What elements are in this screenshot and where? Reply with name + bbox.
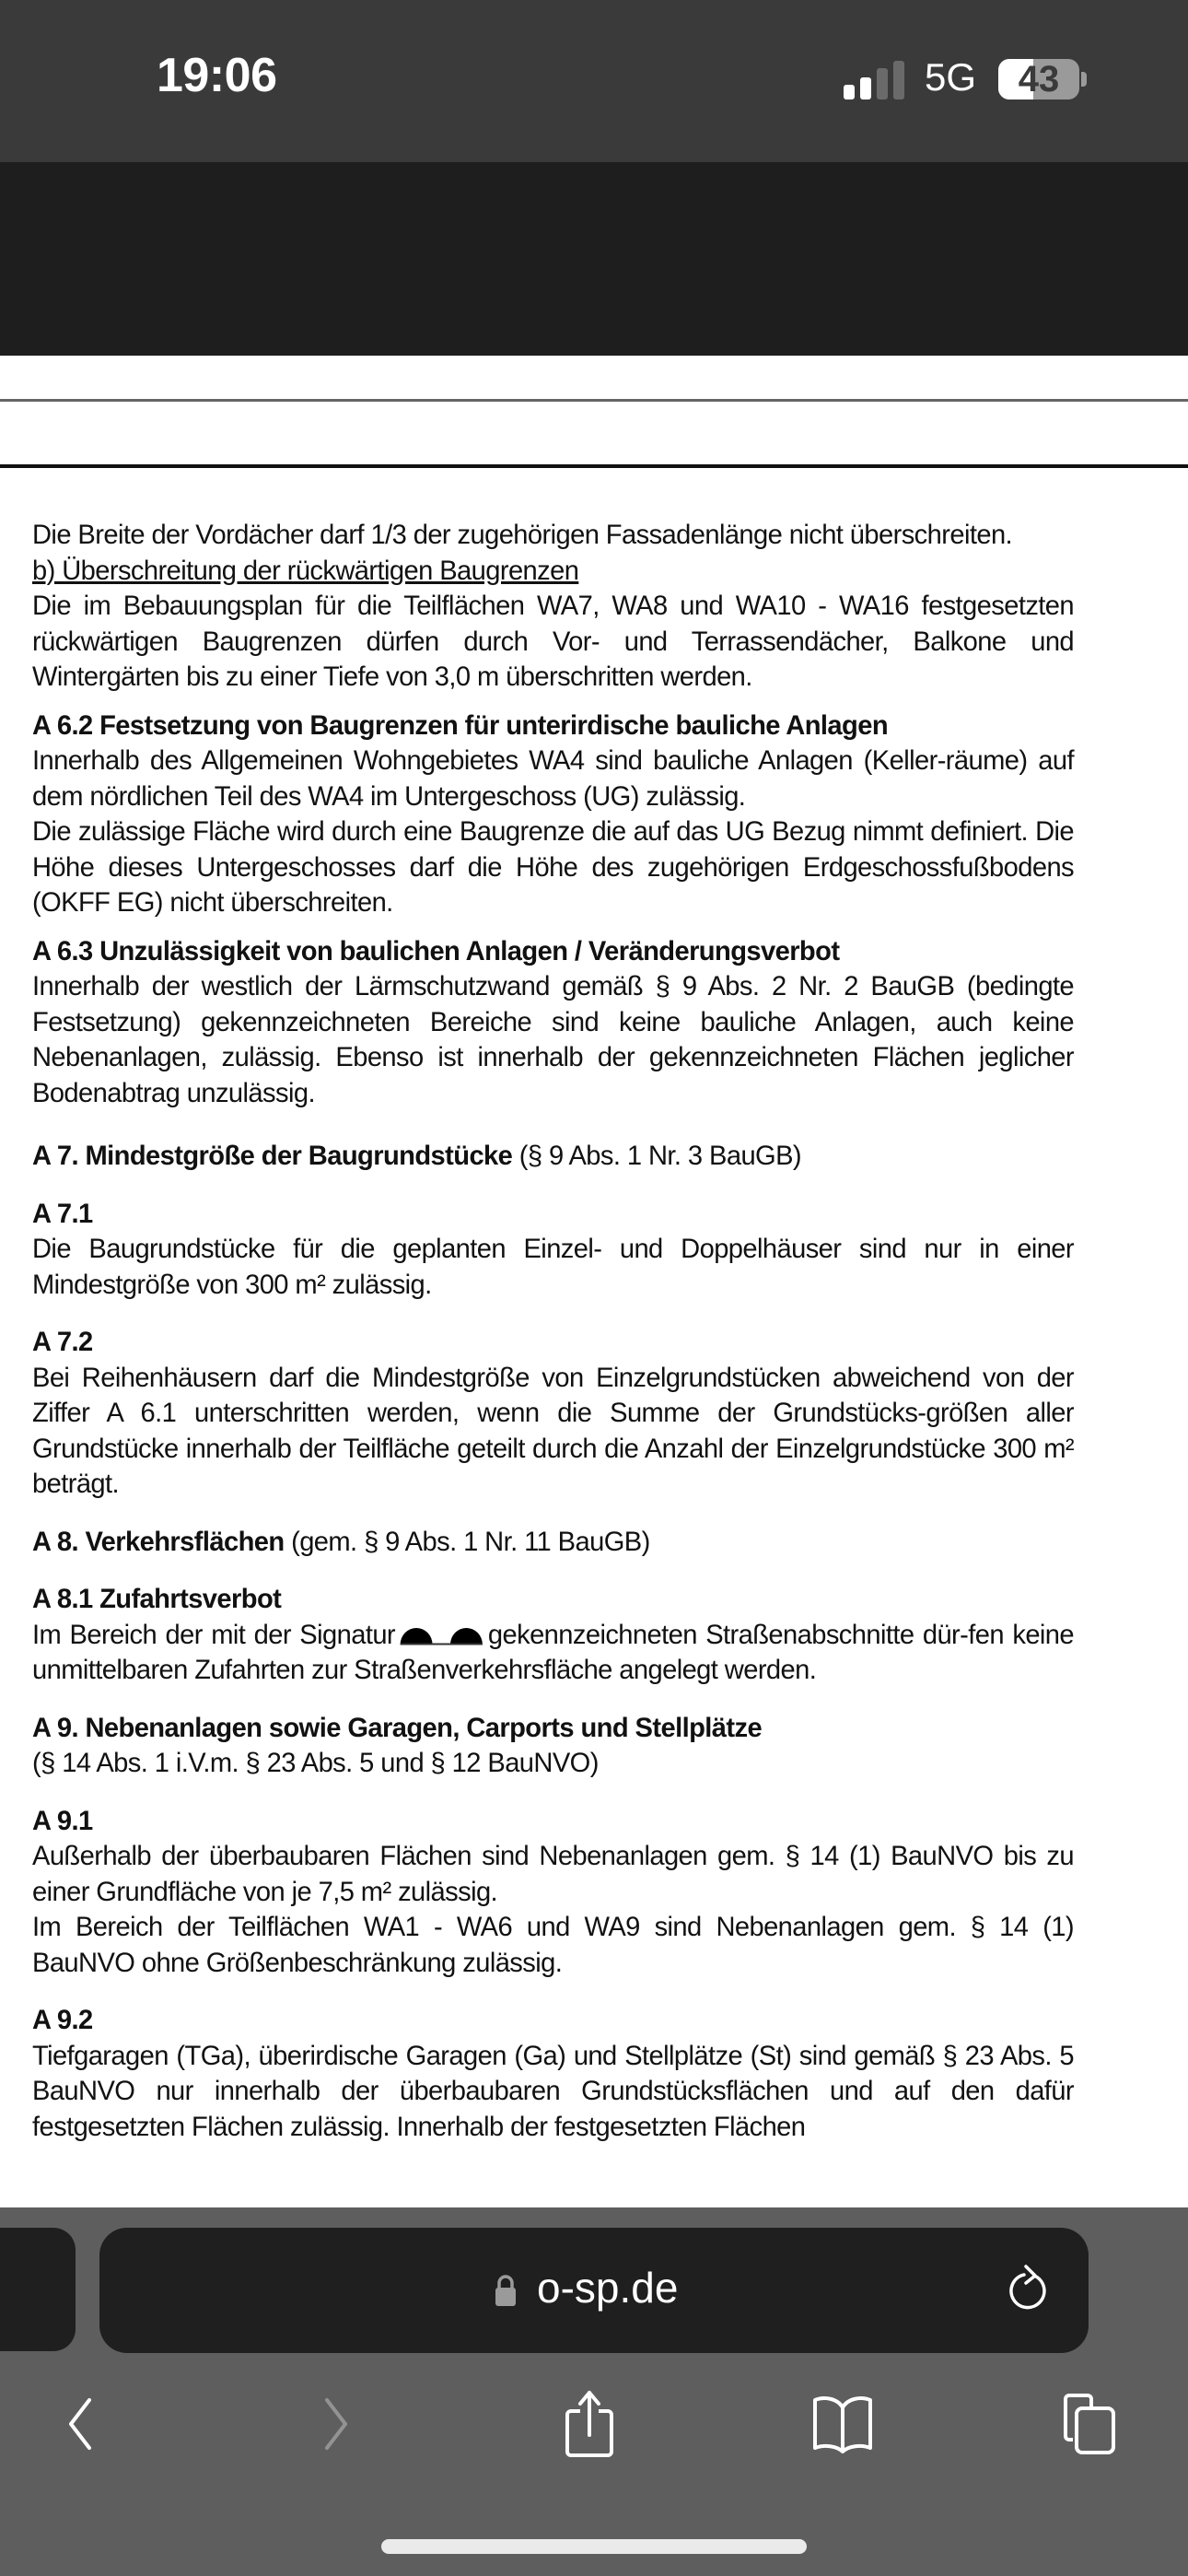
a8-heading: A 8. Verkehrsflächen [32,1526,285,1557]
home-indicator[interactable] [381,2539,807,2554]
a71-heading: A 7.1 [32,1198,93,1229]
cellular-signal-icon [844,61,904,100]
a92-body: Tiefgaragen (TGa), überirdische Garagen (Ga) und Stellplätze (St) sind gemäß § 23 Abs. 5 BauNVO nur innerhalb der überbaubaren Grundstücksflächen und auf den dafür festgesetzten Flächen zulässig. Innerhalb der festgesetzten Flächen [32,2040,1075,2142]
a8-ref: (gem. § 9 Abs. 1 Nr. 11 BauGB) [284,1526,650,1557]
a9-ref: (§ 14 Abs. 1 i.V.m. § 23 Abs. 5 und § 12 BauNVO) [32,1748,599,1778]
browser-toolbar [0,2207,1188,2576]
book-icon [809,2395,876,2453]
a8-heading-line [32,1525,1074,1561]
status-bar [0,0,1188,162]
share-icon [562,2389,617,2459]
a62-body-2: Die zulässige Fläche wird durch eine Baugrenze die auf das UG Bezug nimmt definiert. Die Höhe dieses Untergeschosses darf die Höhe des zugehörigen Erdgeschossfußbodens (OKFF EG) nicht überschreiten. [32,816,1075,918]
address-bar[interactable] [99,2228,1089,2353]
battery-icon [998,59,1079,100]
page-divider-line-thick [0,464,1188,468]
a91-heading: A 9.1 [32,1805,93,1836]
back-button[interactable] [48,2373,112,2475]
a63-body: Innerhalb der westlich der Lärmschutzwand gemäß § 9 Abs. 2 Nr. 2 BauGB (bedingte Festsetzung) gekennzeichneten Bereiche sind keine bauliche Anlagen, auch keine Nebenanlagen, zulässig. Ebenso ist innerhalb der gekennzeichneten Flächen jeglicher Bodenabtrag unzulässig. [32,971,1075,1108]
a91-body-1: Außerhalb der überbaubaren Flächen sind Nebenanlagen gem. § 14 (1) BauNVO bis zu einer Grundfläche von je 7,5 m² zulässig. [32,1841,1075,1907]
tabs-button[interactable] [1059,2373,1133,2475]
navigation-toolbar [0,2373,1188,2475]
forward-button[interactable] [304,2373,368,2475]
clock: 19:06 [157,49,277,102]
paragraph-intro: Die Breite der Vordächer darf 1/3 der zugehörigen Fassadenlänge nicht überschreiten. [32,520,1013,550]
a81-body [32,1618,1074,1689]
battery-percent: 43 [1018,59,1060,100]
page-divider-line [0,399,1188,402]
a7-heading: A 7. Mindestgröße der Baugrundstücke [32,1141,513,1171]
a92-heading: A 9.2 [32,2005,93,2035]
a63-heading: A 6.3 Unzulässigkeit von baulichen Anlagen / Veränderungsverbot [32,935,840,966]
a72-heading: A 7.2 [32,1327,93,1357]
a81-heading: A 8.1 Zufahrtsverbot [32,1584,282,1614]
pdf-viewer-header [0,162,1188,356]
a7-ref: (§ 9 Abs. 1 Nr. 3 BauGB) [512,1141,802,1171]
reload-icon[interactable] [1004,2265,1055,2316]
a81-body-before: Im Bereich der mit der Signatur [32,1619,396,1650]
section-b-heading: b) Überschreitung der rückwärtigen Baugrenzen [32,555,579,586]
a72-body: Bei Reihenhäusern darf die Mindestgröße von Einzelgrundstücken abweichend von der Ziffer A 6.1 unterschritten werden, wenn die Summe der Grundstücks-größen aller Grundstücke innerhalb der Teilfläche geteilt durch die Anzahl der Einzelgrundstücke 300 m² beträgt. [32,1362,1075,1499]
document-page[interactable] [0,356,1188,2207]
back-chevron-icon [62,2396,99,2452]
url-text[interactable]: o-sp.de [537,2264,679,2312]
battery-nub [1081,72,1087,87]
tabs-icon [1064,2392,1128,2456]
lock-icon [494,2274,518,2307]
bookmarks-button[interactable] [801,2373,884,2475]
a62-heading: A 6.2 Festsetzung von Baugrenzen für unterirdische bauliche Anlagen [32,709,889,741]
a7-heading-line [32,1139,1074,1175]
access-prohibition-symbol-icon [399,1620,484,1640]
a71-body: Die Baugrundstücke für die geplanten Einzel- und Doppelhäuser sind nur in einer Mindestgröße von 300 m² zulässig. [32,1234,1075,1300]
document-text [32,518,1074,2145]
a91-body-2: Im Bereich der Teilflächen WA1 - WA6 und WA9 sind Nebenanlagen gem. § 14 (1) BauNVO ohne Größenbeschränkung zulässig. [32,1912,1075,1978]
previous-tab-preview[interactable] [0,2228,76,2351]
a62-body-1: Innerhalb des Allgemeinen Wohngebietes WA4 sind bauliche Anlagen (Keller-räume) auf dem nördlichen Teil des WA4 im Untergeschoss (UG) zulässig. [32,745,1075,812]
forward-chevron-icon [318,2396,355,2452]
a9-heading: A 9. Nebenanlagen sowie Garagen, Carports und Stellplätze [32,1712,763,1743]
network-type: 5G [925,55,977,99]
share-button[interactable] [553,2373,626,2475]
a81-body-after: gekennzeichneten Straßenabschnitte dür-fen keine unmittelbaren Zufahrten zur Straßenverkehrsfläche angelegt werden. [32,1619,1075,1685]
section-b-body: Die im Bebauungsplan für die Teilflächen WA7, WA8 und WA10 - WA16 festgesetzten rückwärtigen Baugrenzen dürfen durch Vor- und Terrassendächer, Balkone und Wintergärten bis zu einer Tiefe von 3,0 m überschritten werden. [32,591,1075,692]
